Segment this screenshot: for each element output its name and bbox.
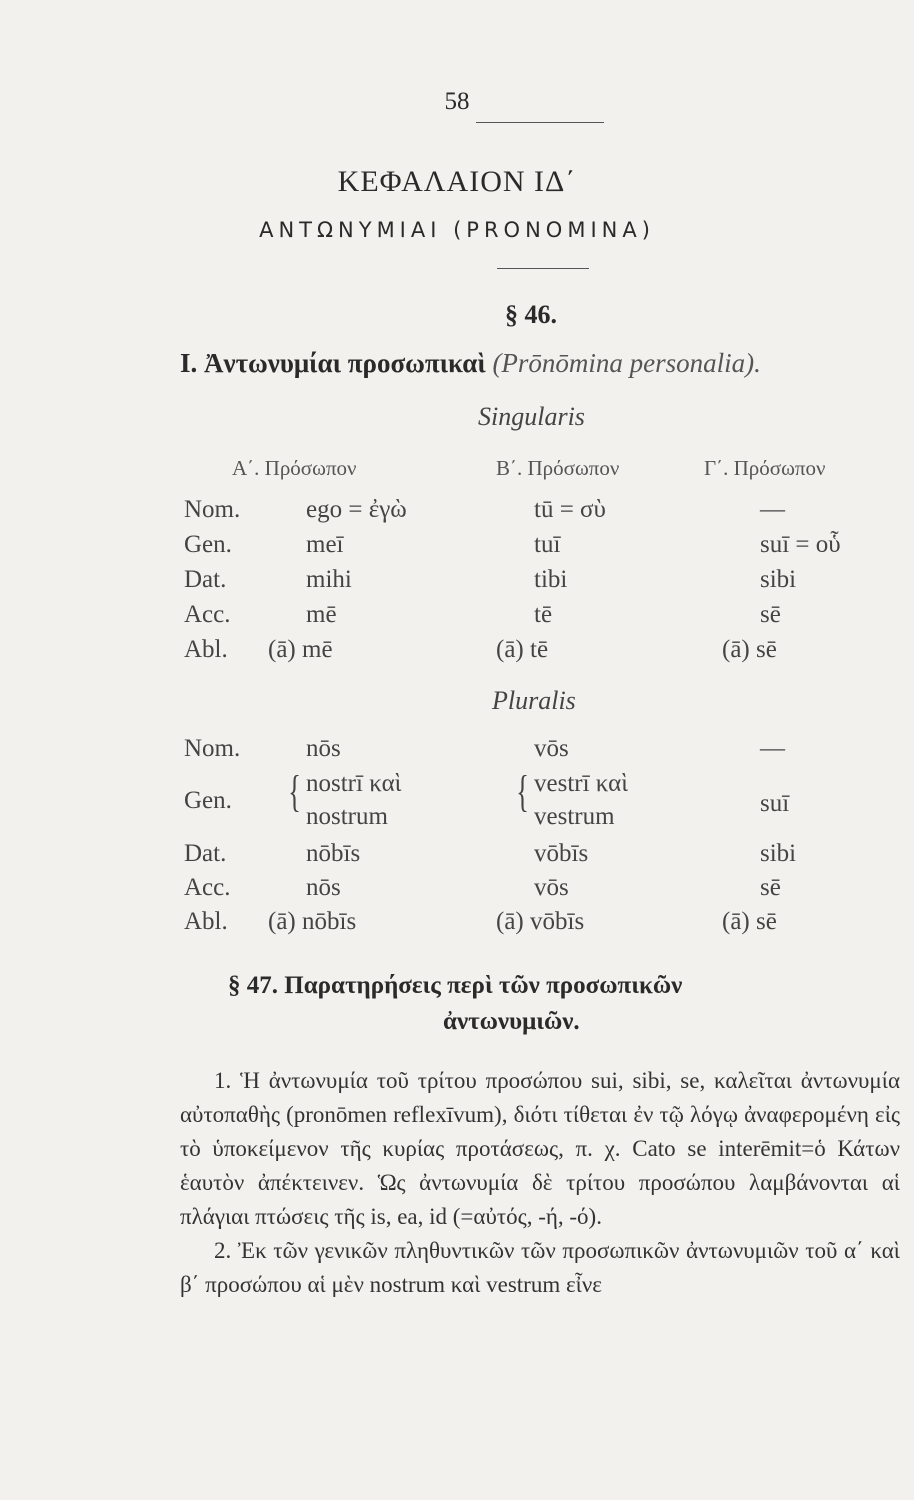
page-number-rule (476, 122, 604, 123)
pl-p1-gen-a: nostrī καὶ (306, 770, 402, 797)
sg-p2-dat: tibi (534, 566, 568, 593)
section-47-heading (228, 972, 682, 1000)
pl-p1-acc: nōs (306, 874, 341, 901)
chapter-title: ΚΕΦΑΛΑΙΟΝ ΙΔ΄ (337, 165, 577, 198)
section-47-title-line2: ἀντωνυμιῶν. (443, 1008, 580, 1035)
sg-p3-dat: sibi (760, 566, 797, 593)
pl-p2-acc: vōs (534, 874, 569, 901)
pl-p1-gen-b: nostrum (306, 803, 388, 830)
person-header-2: Β΄. Πρόσωπον (496, 456, 620, 480)
pl-p1-dat: nōbīs (306, 840, 361, 867)
pl-p3-dat: sibi (760, 840, 797, 867)
paragraph-1: 1. Ἡ ἀντωνυμία τοῦ τρίτου προσώπου sui, sibi, se, καλεῖται ἀντωνυμία αὐτοπαθὴς (pronōmen reflexīvum), διότι τίθεται ἐν τῷ λόγῳ ἀναφερομένη εἰς τὸ ὑποκείμενον τῆς κυρίας προτάσεως, π. χ. Cato se interēmit=ὁ Κάτων ἑαυτὸν ἀπέκτεινεν. Ὡς ἀντωνυμία δὲ τρίτου προσώπου λαμβάνονται αἱ πλάγιαι πτώσεις τῆς is, ea, id (=αὐτός, -ή, -ό). (180, 1068, 900, 1229)
sg-p2-abl: (ā) tē (496, 636, 549, 663)
sg-p3-abl: (ā) sē (722, 636, 777, 663)
heading-greek: Ἀντωνυμίαι προσωπικαὶ (204, 348, 486, 378)
section-47-number: § 47. (228, 972, 278, 999)
body-text (180, 1064, 900, 1302)
pl-p2-nom: vōs (534, 735, 569, 762)
pl-case-abl: Abl. (184, 908, 228, 935)
heading-number: I. (180, 348, 198, 378)
pl-p3-acc: sē (760, 874, 781, 901)
person-header-3: Γ΄. Πρόσωπον (704, 456, 826, 480)
section-heading (180, 348, 761, 379)
sg-p2-acc: tē (534, 601, 553, 628)
pl-case-nom: Nom. (184, 735, 241, 762)
section-47-title-line1: Παρατηρήσεις περὶ τῶν προσωπικῶν (284, 972, 683, 999)
paragraph-2: 2. Ἐκ τῶν γενικῶν πληθυντικῶν τῶν προσωπικῶν ἀντωνυμιῶν τοῦ α΄ καὶ β΄ προσώπου αἱ μὲν nostrum καὶ vestrum εἶνε (180, 1238, 900, 1297)
sg-p1-acc: mē (306, 601, 337, 628)
heading-latin: (Prōnōmina personalia). (492, 348, 761, 378)
sg-case-abl: Abl. (184, 636, 228, 663)
sg-p3-acc: sē (760, 601, 781, 628)
pluralis-label: Pluralis (492, 686, 576, 715)
sg-p2-nom: tū = σὺ (534, 496, 606, 523)
person-header-1: Α΄. Πρόσωπον (232, 456, 357, 480)
pl-p1-nom: nōs (306, 735, 341, 762)
pl-p2-gen-a: vestrī καὶ (534, 770, 628, 797)
chapter-subtitle: ΑΝΤΩΝΥΜΙΑΙ (PRONOMINA) (259, 218, 655, 242)
pl-p2-abl: (ā) vōbīs (496, 908, 585, 935)
pl-p2-dat: vōbīs (534, 840, 589, 867)
chapter-rule (497, 268, 589, 269)
pl-case-gen: Gen. (184, 787, 232, 814)
sg-case-acc: Acc. (184, 601, 231, 628)
pl-p3-nom: — (760, 735, 785, 762)
sg-p1-abl: (ā) mē (268, 636, 333, 663)
section-46-number: § 46. (505, 300, 557, 329)
pl-p3-gen: suī (760, 790, 790, 817)
pl-case-acc: Acc. (184, 874, 231, 901)
sg-p1-dat: mihi (306, 566, 352, 593)
pl-p1-brace: { (288, 767, 301, 816)
pl-case-dat: Dat. (184, 840, 227, 867)
pl-p2-brace: { (516, 767, 529, 816)
singularis-label: Singularis (478, 402, 585, 431)
pl-p1-abl: (ā) nōbīs (268, 908, 357, 935)
sg-case-dat: Dat. (184, 566, 227, 593)
sg-p2-gen: tuī (534, 531, 561, 558)
sg-p3-gen: suī = οὗ (760, 531, 841, 558)
page-number: 58 (444, 88, 470, 115)
sg-case-nom: Nom. (184, 496, 241, 523)
sg-p1-nom: ego = ἐγὼ (306, 496, 407, 523)
pl-p3-abl: (ā) sē (722, 908, 777, 935)
sg-p3-nom: — (760, 496, 785, 523)
pl-p2-gen-b: vestrum (534, 803, 615, 830)
sg-case-gen: Gen. (184, 531, 232, 558)
sg-p1-gen: meī (306, 531, 344, 558)
